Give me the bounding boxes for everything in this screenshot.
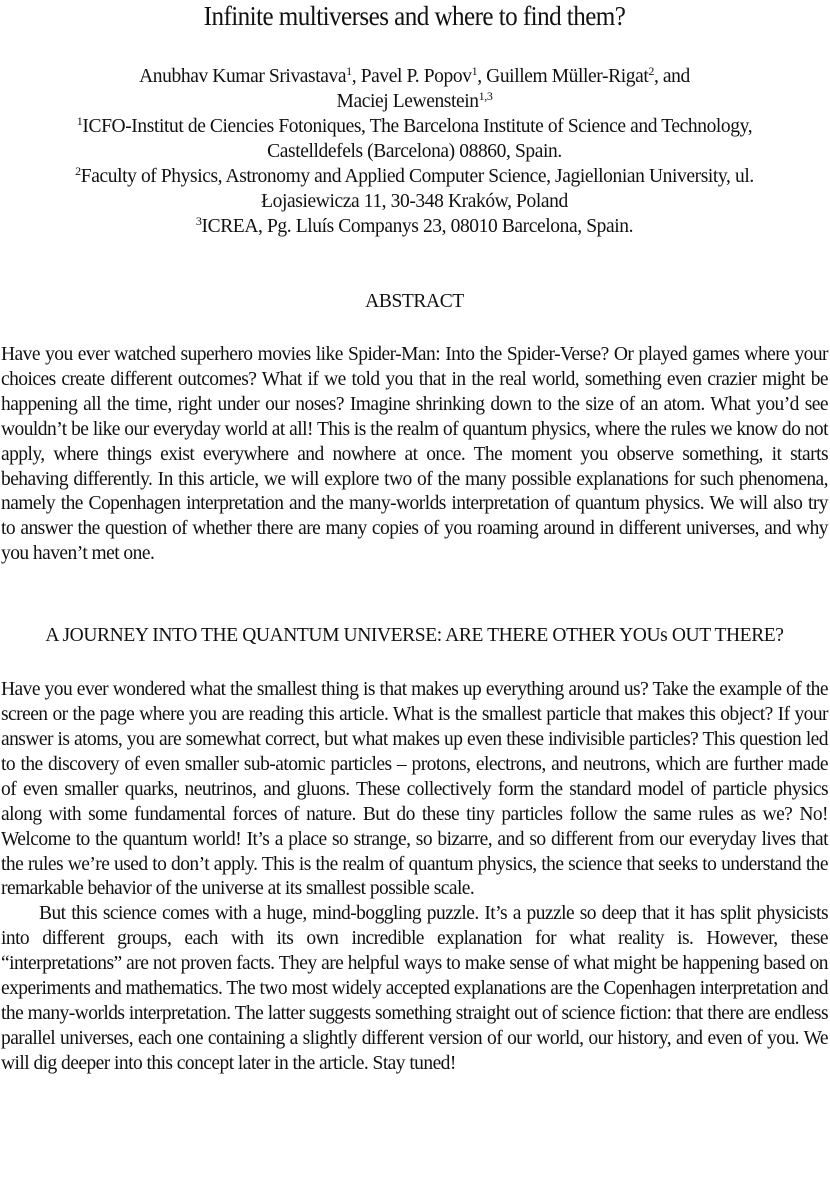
affiliation-mark: 1,3 [478,89,493,103]
affiliation-2 [1,164,828,189]
section-paragraph: But this science comes with a huge, mind-boggling puzzle. It’s a puzzle so deep that it has split physicists into different groups, each with its own incredible explanation for what reality is. However, these “interpretations” are not proven facts. They are helpful ways to make sense of what might be happening based on experiments and mathematics. The two most widely accepted explanations are the Copenhagen interpretation and the many-worlds interpretation. The latter suggests something straight out of science fiction: that there are endless parallel universes, each one containing a slightly different version of our world, our history, and even of you. We will dig deeper into this concept later in the article. Stay tuned! [1,903,828,1074]
author-separator: , and [653,66,690,87]
affiliation-mark: 2 [75,164,81,178]
affiliation-mark: 1 [346,64,352,78]
affiliation-text: ICFO-Institut de Ciencies Fotoniques, The Barcelona Institute of Science and Technology, [82,116,753,137]
author-name: Guillem Müller-Rigat [486,66,649,87]
affiliation-text: ICREA, Pg. Lluís Companys 23, 08010 Barcelona, Spain. [201,216,634,237]
affiliation-1 [1,114,828,139]
affiliation-mark: 3 [195,214,202,228]
affiliation-mark: 1 [76,114,83,128]
abstract-text: Have you ever watched superhero movies like Spider-Man: Into the Spider-Verse? Or played games where your choices create different outcomes? What if we told you that in the real world, something even crazier might be happening all the time, right under our noses? Imagine shrinking down to the size of an atom. What you’d see wouldn’t be like our everyday world at all! This is the realm of quantum physics, where the rules we know do not apply, where things exist everywhere and nowhere at once. The moment you observe something, it starts behaving differently. In this article, we will explore two of the many possible explanations for such phenomena, namely the Copenhagen interpretation and the many-worlds interpretation of quantum physics. We will also try to answer the question of whether there are many copies of you roaming around in different universes, and why you haven’t met one. [1,344,828,565]
paper-title: Infinite multiverses and where to find them? [203,1,626,31]
author-name: Anubhav Kumar Srivastava [139,66,347,87]
affiliation-1-line2: Castelldefels (Barcelona) 08860, Spain. [267,141,562,162]
affiliation-mark: 2 [648,64,654,78]
section-paragraph: Have you ever wondered what the smallest thing is that makes up everything around us? Take the example of the screen or the page where you are reading this article. What is the smallest particle that makes this object? If your answer is atoms, you are somewhat correct, but what makes up even these indivisible particles? This question led to the discovery of even smaller sub-atomic particles – protons, electrons, and neutrons, which are further made of even smaller quarks, neutrinos, and gluons. These collectively form the standard model of particle physics along with some fundamental forces of nature. But do these tiny particles follow the same rules as we? No! Welcome to the quantum world! It’s a place so strange, so bizarre, and so different from our everyday lives that the rules we’re used to don’t apply. This is the realm of quantum physics, the science that seeks to understand the remarkable behavior of the universe at its smallest possible scale. [1,679,828,900]
affiliation-text: Faculty of Physics, Astronomy and Applied Computer Science, Jagiellonian University, ul. [80,166,754,187]
affiliation-mark: 1 [471,64,478,78]
author-name: Pavel P. Popov [360,66,472,87]
author-name: Maciej Lewenstein [336,91,479,112]
author-list [1,64,828,114]
affiliation-list [1,114,828,239]
abstract-heading: ABSTRACT [365,291,464,312]
affiliation-3 [1,214,828,239]
author-separator: , [477,66,487,87]
section-heading: A JOURNEY INTO THE QUANTUM UNIVERSE: ARE THERE OTHER YOUs OUT THERE? [45,625,784,647]
author-separator: , [351,66,361,87]
affiliation-2-line2: Łojasiewicza 11, 30-348 Kraków, Poland [261,191,568,212]
